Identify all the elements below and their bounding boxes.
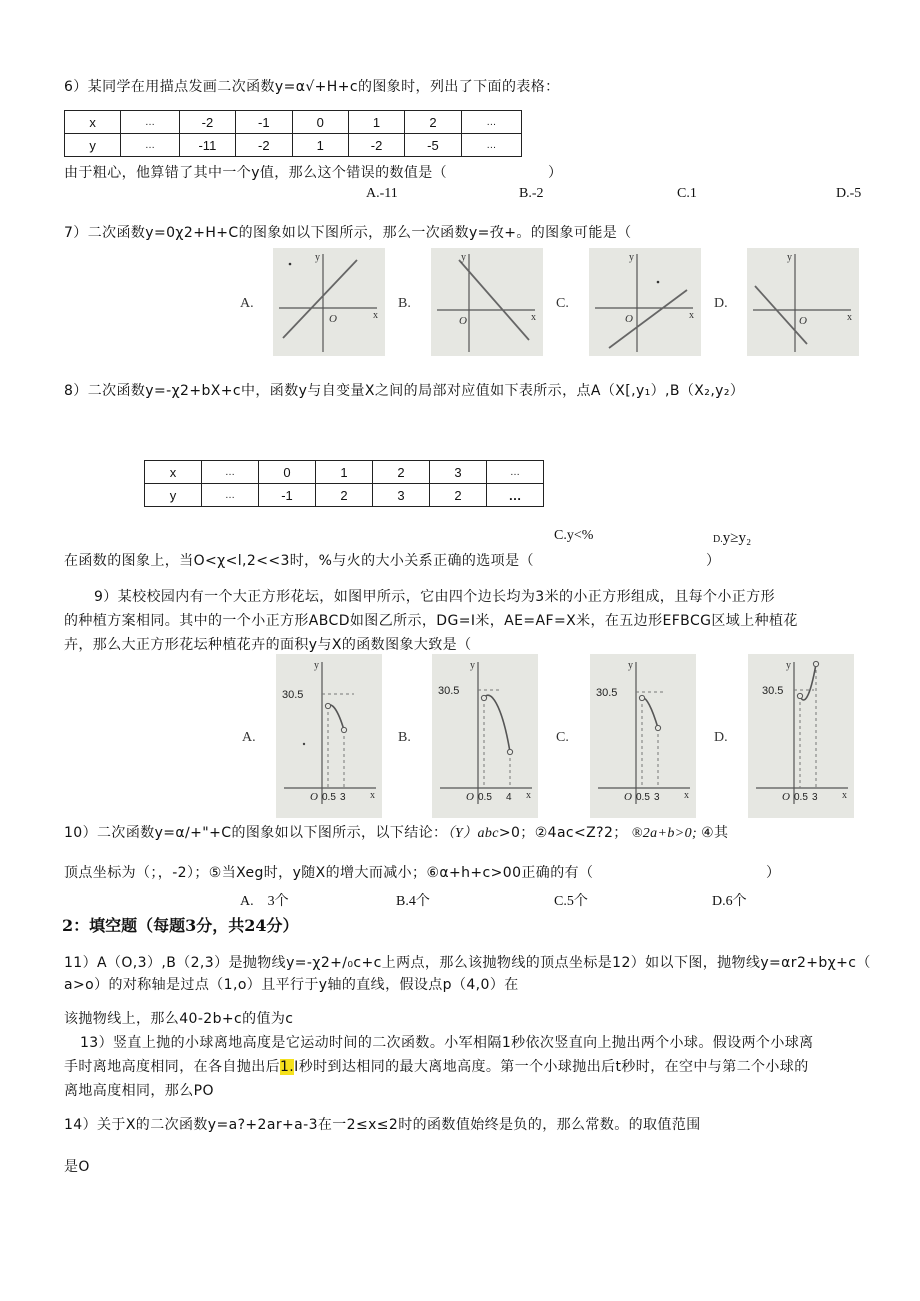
section-2-title: 2：填空题（每题3分，共24分） (62, 916, 299, 935)
q10-close-paren: ） (766, 865, 781, 881)
table-cell: 2 (405, 111, 461, 134)
q13-line-2 (64, 1056, 809, 1076)
q10-conclusion-3: ®2a+b>0; (631, 826, 698, 841)
q9-option-d-label[interactable]: D. (714, 730, 728, 745)
open-endpoint (639, 695, 644, 700)
y-label: y (461, 252, 466, 263)
q10-conclusion-1: （Y）abc (447, 826, 499, 841)
x-label: x (689, 310, 694, 321)
q7-graph-a-svg (273, 248, 385, 356)
q8-close-paren: ） (706, 553, 721, 569)
q14-line-2: 是O (64, 1159, 90, 1175)
table-cell: -5 (405, 134, 461, 157)
q7-graph-c[interactable] (589, 248, 701, 356)
q10-option-b[interactable]: B.4个 (396, 894, 430, 909)
q9-option-b-label[interactable]: B. (398, 730, 411, 745)
q9-graph-b-svg (432, 654, 538, 818)
table-cell: … (487, 461, 544, 484)
graph-curve (484, 695, 510, 752)
q8-value-table (144, 460, 544, 507)
table-cell: 1 (316, 461, 373, 484)
q8-follow: 在函数的图象上，当O<χ<l,2<<3时，%与火的大小关系正确的选项是（ (64, 553, 534, 569)
x-tick-label: 0.5 (478, 792, 492, 803)
q11-line-3: 该抛物线上，那么40-2b+c的值为c (64, 1011, 294, 1027)
x-tick-label: 3 (812, 792, 818, 803)
x-tick-label: 0.5 (636, 792, 650, 803)
q7-graph-c-svg (589, 248, 701, 356)
x-tick-label: 3 (654, 792, 660, 803)
q10-option-d[interactable]: D.6个 (712, 894, 747, 909)
open-endpoint (507, 749, 512, 754)
q11-line-1: 11）A（O,3）,B（2,3）是抛物线y=-χ2+∕₀c+c上两点，那么该抛物线的顶点坐标是12）如以下图，抛物线y=αr2+bχ+c（ (64, 955, 871, 971)
q9-graph-d-svg (748, 654, 854, 818)
q9-option-c-label[interactable]: C. (556, 730, 569, 745)
x-label: x (842, 790, 847, 801)
q10-conclusion-4: ④其 (701, 825, 729, 841)
q6-value-table (64, 110, 522, 157)
y-tick-label: 30.5 (596, 687, 618, 699)
q7-option-c-label[interactable]: C. (556, 296, 569, 311)
table-cell: … (202, 484, 259, 507)
x-label: x (531, 312, 536, 323)
table-cell: x (65, 111, 121, 134)
q13-line-1: 13）竖直上抛的小球离地高度是它运动时间的二次函数。小军相隔1秒依次竖直向上抛出两个小球。假设两个小球离 (80, 1035, 814, 1051)
x-label: x (373, 310, 378, 321)
x-label: x (684, 790, 689, 801)
q8-option-d[interactable] (713, 530, 751, 547)
q10-option-c[interactable]: C.5个 (554, 894, 588, 909)
graph-curve (642, 698, 658, 728)
table-row (145, 484, 544, 507)
table-cell: 3 (373, 484, 430, 507)
q10-line-2: 顶点坐标为（；，-2）；⑤当Xeg时，y随X的增大而减小；⑥α+h+c>00正确的有（ (64, 865, 594, 881)
open-endpoint (655, 725, 660, 730)
origin-label: O (625, 313, 633, 325)
q7-graph-b[interactable] (431, 248, 543, 356)
q13-highlight: 1. (280, 1059, 295, 1075)
q9-graph-d[interactable] (748, 654, 854, 818)
open-endpoint (325, 703, 330, 708)
origin-label: O (329, 313, 337, 325)
table-cell: … (121, 111, 179, 134)
table-cell: 3 (430, 461, 487, 484)
y-label: y (786, 660, 791, 671)
q9-line-2: 的种植方案相同。其中的一个小正方形ABCD如图乙所示，DG=I米，AE=AF=X米，在五边形EFBCG区域上种植花 (64, 613, 798, 629)
q7-option-b-label[interactable]: B. (398, 296, 411, 311)
dot-mark (289, 263, 292, 266)
q6-option-b[interactable]: B.-2 (519, 186, 544, 201)
q8-option-c[interactable]: C.y<% (554, 528, 594, 543)
q10-conclusion-2: >0；②4ac<Z?2； (498, 825, 628, 841)
table-cell: -1 (236, 111, 292, 134)
x-label: x (526, 790, 531, 801)
table-cell: -2 (236, 134, 292, 157)
q8-option-d-text: y≥y₂ (722, 530, 752, 546)
y-label: y (787, 252, 792, 263)
q7-stem: 7）二次函数y=0χ2+H+C的图象如以下图所示，那么一次函数y=孜+。的图象可能是（ (64, 225, 632, 241)
table-cell: x (145, 461, 202, 484)
dot-mark (657, 281, 660, 284)
x-tick-label: 0.5 (322, 792, 336, 803)
y-tick-label: 30.5 (282, 689, 304, 701)
table-cell: 2 (316, 484, 373, 507)
dot-mark (303, 743, 305, 745)
q6-option-a[interactable]: A.-11 (366, 186, 398, 201)
table-cell: -11 (179, 134, 235, 157)
origin-label: O (782, 791, 790, 803)
q6-close-paren: ） (548, 165, 563, 181)
table-row (65, 134, 522, 157)
open-endpoint (481, 695, 486, 700)
q9-graph-a[interactable] (276, 654, 382, 818)
graph-line (609, 290, 687, 348)
y-label: y (314, 660, 319, 671)
y-tick-label: 30.5 (762, 685, 784, 697)
table-cell: 2 (430, 484, 487, 507)
q9-line-3: 卉，那么大正方形花坛种植花卉的面积y与X的函数图象大致是（ (64, 637, 472, 653)
y-label: y (628, 660, 633, 671)
open-endpoint (341, 727, 346, 732)
open-endpoint (813, 661, 818, 666)
y-label: y (629, 252, 634, 263)
table-cell: 1 (348, 111, 404, 134)
table-cell: -1 (259, 484, 316, 507)
q8-option-d-letter: D. (713, 534, 723, 545)
table-cell: 0 (292, 111, 348, 134)
origin-label: O (310, 791, 318, 803)
table-cell: 1 (292, 134, 348, 157)
table-cell: y (65, 134, 121, 157)
table-cell: … (202, 461, 259, 484)
y-label: y (470, 660, 475, 671)
table-cell: -2 (179, 111, 235, 134)
origin-label: O (466, 791, 474, 803)
q9-line-1: 9）某校校园内有一个大正方形花坛，如图甲所示，它由四个边长均为3米的小正方形组成，且每个小正方形 (94, 589, 776, 605)
q6-option-c[interactable]: C.1 (677, 186, 697, 201)
table-row (65, 111, 522, 134)
table-cell: … (121, 134, 179, 157)
q6-stem: 6）某同学在用描点发画二次函数y=α√+H+c的图象时，列出了下面的表格： (64, 79, 560, 95)
table-cell: 0 (259, 461, 316, 484)
q14-line-1: 14）关于X的二次函数y=a?+2ar+a-3在一2≤x≤2时的函数值始终是负的，那么常数。的取值范围 (64, 1117, 701, 1133)
q7-graph-d-svg (747, 248, 859, 356)
table-cell: -2 (348, 134, 404, 157)
q6-option-d[interactable]: D.-5 (836, 186, 862, 201)
q10-option-a[interactable]: A. 3个 (240, 894, 289, 909)
table-cell: y (145, 484, 202, 507)
q7-option-a-label[interactable]: A. (240, 296, 254, 311)
q11-line-2: a>o）的对称轴是过点（1,o）且平行于y轴的直线，假设点p（4,0）在 (64, 977, 519, 993)
q9-graph-c-svg (590, 654, 696, 818)
x-tick-label: 4 (506, 792, 512, 803)
q10-stem: 10）二次函数y=α∕+"+C的图象如以下图所示，以下结论： (64, 825, 448, 841)
x-label: x (370, 790, 375, 801)
origin-label: O (459, 315, 467, 327)
q13-line-3: 离地高度相同，那么PO (64, 1083, 214, 1099)
table-cell: … (461, 134, 521, 157)
q13-line-2-start: 手时离地高度相同，在各自抛出后 (64, 1059, 280, 1075)
q8-stem: 8）二次函数y=-χ2+bX+c中，函数y与自变量X之间的局部对应值如下表所示，点A（X[,y₁）,B（X₂,y₂） (64, 383, 745, 399)
q10-line-1 (64, 822, 728, 842)
x-label: x (847, 312, 852, 323)
graph-curve (328, 705, 344, 730)
q9-graph-c[interactable] (590, 654, 696, 818)
open-endpoint (797, 693, 802, 698)
graph-line (283, 260, 357, 338)
q7-graph-d[interactable] (747, 248, 859, 356)
q9-graph-a-svg (276, 654, 382, 818)
q7-option-d-label[interactable]: D. (714, 296, 728, 311)
q13-line-2-end: I秒时到达相同的最大离地高度。第一个小球抛出后t秒时，在空中与第二个小球的 (294, 1059, 809, 1075)
origin-label: O (799, 315, 807, 327)
q7-graph-a[interactable] (273, 248, 385, 356)
q6-follow: 由于粗心，他算错了其中一个y值，那么这个错误的数值是（ (64, 165, 448, 181)
x-tick-label: 0.5 (794, 792, 808, 803)
table-cell: … (461, 111, 521, 134)
q9-graph-b[interactable] (432, 654, 538, 818)
table-cell: 2 (373, 461, 430, 484)
y-label: y (315, 252, 320, 263)
q9-option-a-label[interactable]: A. (242, 730, 256, 745)
x-tick-label: 3 (340, 792, 346, 803)
origin-label: O (624, 791, 632, 803)
table-row (145, 461, 544, 484)
table-cell: … (487, 484, 544, 507)
y-tick-label: 30.5 (438, 685, 460, 697)
q7-graph-b-svg (431, 248, 543, 356)
